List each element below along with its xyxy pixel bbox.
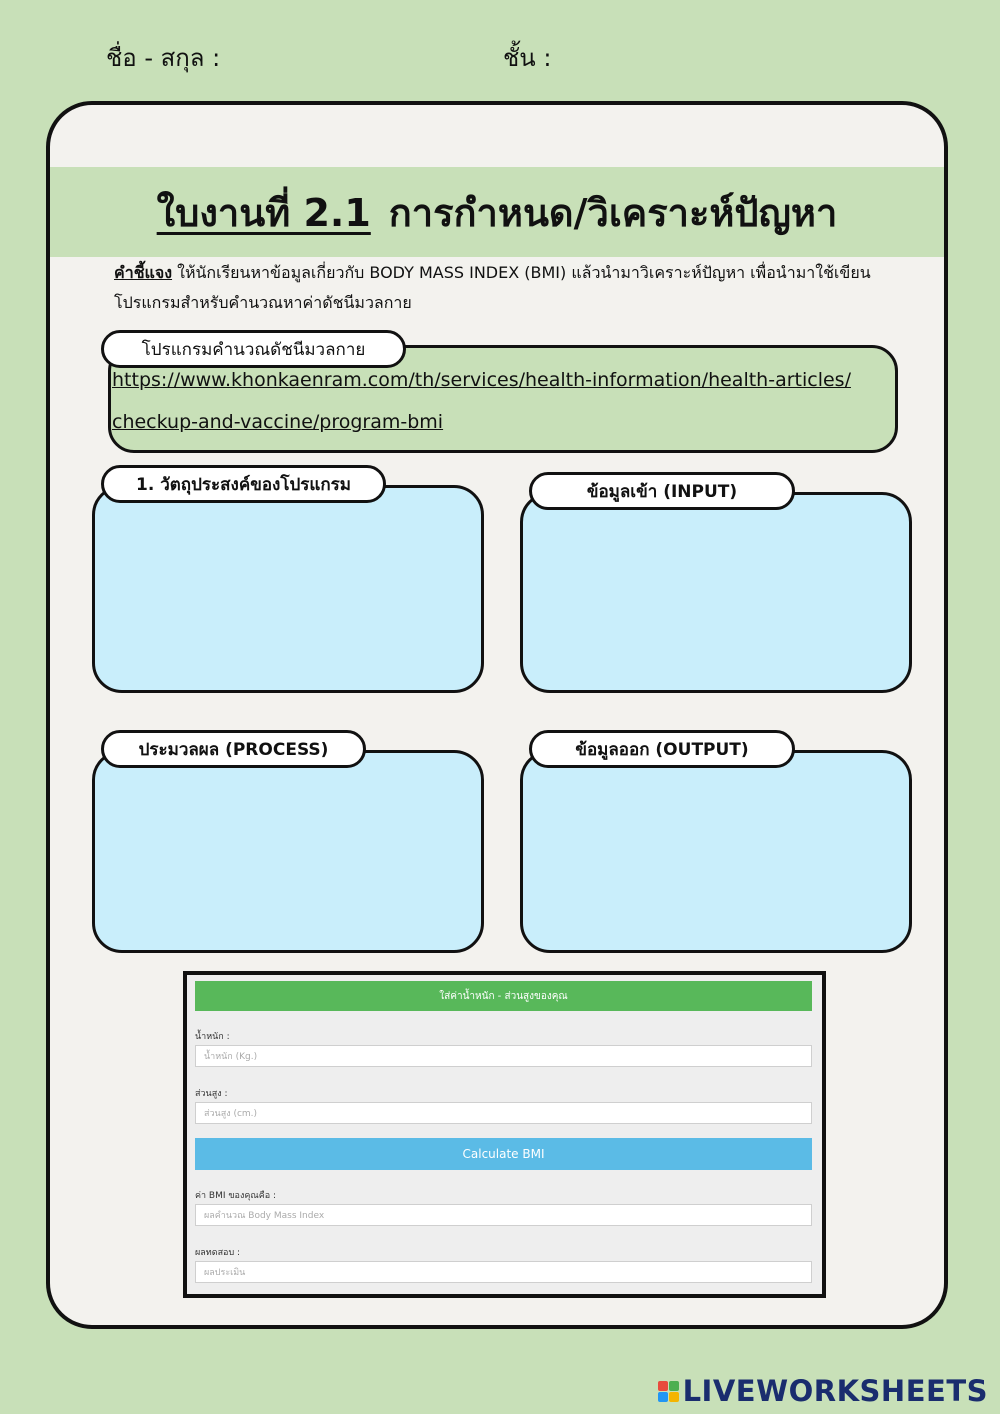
instruction-text: ให้นักเรียนหาข้อมูลเกี่ยวกับ BODY MASS INDEX (BMI) แล้วนำมาวิเคราะห์ปัญหา เพื่อนำมาใช้เขียนโปรแกรมสำหรับคำนวณหาค่าดัชนีมวลกาย <box>114 263 871 312</box>
weight-field: น้ำหนัก (Kg.) <box>195 1045 812 1067</box>
process-label: ประมวลผล (PROCESS) <box>101 730 366 768</box>
objective-answer-box[interactable] <box>92 485 484 693</box>
height-field: ส่วนสูง (cm.) <box>195 1102 812 1124</box>
instruction <box>114 258 874 318</box>
bmi-result-label: ค่า BMI ของคุณคือ : <box>195 1191 277 1201</box>
worksheet-card <box>46 101 948 1329</box>
test-result-label: ผลทดสอบ : <box>195 1248 241 1258</box>
bmi-form-header: ใส่ค่าน้ำหนัก - ส่วนสูงของคุณ <box>195 981 812 1011</box>
name-label: ชื่อ - สกุล : <box>106 44 221 72</box>
input-answer-box[interactable] <box>520 492 912 693</box>
output-label: ข้อมูลออก (OUTPUT) <box>529 730 795 768</box>
title-band <box>50 167 944 257</box>
height-label: ส่วนสูง : <box>195 1089 228 1099</box>
bmi-result-field: ผลคำนวณ Body Mass Index <box>195 1204 812 1226</box>
instruction-label: คำชี้แจง <box>114 263 173 282</box>
worksheet-title: การกำหนด/วิเคราะห์ปัญหา <box>388 190 838 235</box>
class-label: ชั้น : <box>503 44 552 72</box>
program-link-label: โปรแกรมคำนวณดัชนีมวลกาย <box>101 330 406 368</box>
output-answer-box[interactable] <box>520 750 912 953</box>
liveworksheets-icon <box>658 1381 679 1402</box>
liveworksheets-logo <box>658 1374 988 1408</box>
input-label: ข้อมูลเข้า (INPUT) <box>529 472 795 510</box>
worksheet-number: ใบงานที่ 2.1 <box>156 190 371 235</box>
bmi-program-screenshot <box>183 971 826 1298</box>
process-answer-box[interactable] <box>92 750 484 953</box>
weight-label: น้ำหนัก : <box>195 1032 230 1042</box>
calculate-bmi-button: Calculate BMI <box>195 1138 812 1170</box>
test-result-field: ผลประเมิน <box>195 1261 812 1283</box>
program-link[interactable]: https://www.khonkaenram.com/th/services/health-information/health-articles/checkup-and-vaccine/program-bmi <box>112 369 851 433</box>
liveworksheets-text: LIVEWORKSHEETS <box>682 1374 988 1408</box>
objective-label: 1. วัตถุประสงค์ของโปรแกรม <box>101 465 386 503</box>
